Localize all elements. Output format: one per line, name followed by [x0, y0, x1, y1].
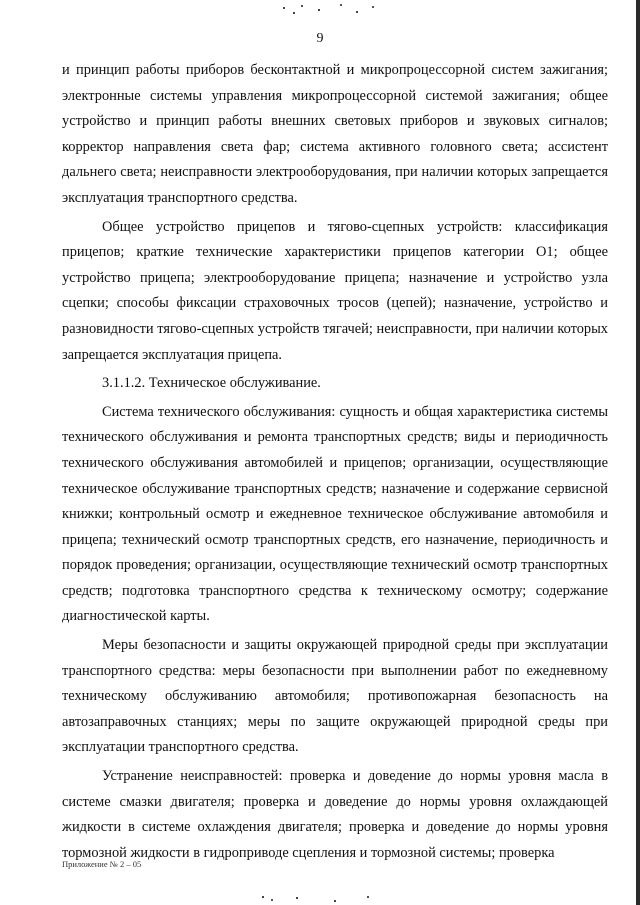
scan-dot [334, 900, 336, 902]
scan-dot [293, 12, 295, 14]
scan-dot [318, 9, 320, 11]
paragraph-safety-measures: Меры безопасности и защиты окружающей природной среды при эксплуатации транспортного средства: меры безопасности при выполнении работ по ежедневному техническому обслуживанию автомобиля; противопожарная безопасность на автозаправочных станциях; меры по защите окружающей природной среды при эксплуатации транспортного средства. [62, 637, 608, 756]
paragraph-ignition-electrics: и принцип работы приборов бесконтактной и микропроцессорной систем зажигания; электронные системы управления микропроцессорной системой зажигания; общее устройство и принцип работы внешних световых приборов и звуковых сигналов; корректор направления света фар; система активного головного света; ассистент дальнего света; неисправности электрооборудования, при наличии которых запрещается эксплуатация транспортного средства. [62, 62, 608, 206]
scan-dot [367, 896, 369, 898]
scan-dot [356, 11, 358, 13]
scan-edge [636, 0, 640, 905]
scan-dot [296, 897, 298, 899]
scan-dot [271, 899, 273, 901]
paragraph-maintenance-system: Система технического обслуживания: сущность и общая характеристика системы технического обслуживания и ремонта транспортных средств; виды и периодичность технического обслуживания автомобилей и прицепов; организации, осуществляющие техническое обслуживание транспортных средств; назначение и содержание сервисной книжки; контрольный осмотр и ежедневное техническое обслуживание автомобиля и прицепа; технический осмотр транспортных средств, его назначение, периодичность и порядок проведения; организации, осуществляющие технический осмотр транспортных средств; подготовка транспортного средства к техническому осмотру; содержание диагностической карты. [62, 403, 608, 625]
scan-dot [340, 4, 342, 6]
document-body [62, 58, 608, 866]
footer-appendix-note: Приложение № 2 – 05 [62, 859, 142, 869]
scan-dot [372, 6, 374, 8]
paragraph-troubleshooting: Устранение неисправностей: проверка и доведение до нормы уровня масла в системе смазки двигателя; проверка и доведение до нормы уровня охлаждающей жидкости в системе охлаждения двигателя; проверка и доведение до нормы уровня тормозной жидкости в гидроприводе сцепления и тормозной системы; проверка [62, 768, 608, 861]
scan-dot [301, 5, 303, 7]
section-heading-maintenance: 3.1.1.2. Техническое обслуживание. [102, 375, 321, 392]
scan-dot [283, 7, 285, 9]
paragraph-trailers: Общее устройство прицепов и тягово-сцепных устройств: классификация прицепов; краткие технические характеристики прицепов категории О1; общее устройство прицепа; электрооборудование прицепа; назначение и устройство узла сцепки; способы фиксации страховочных тросов (цепей); назначение, устройство и разновидности тягово-сцепных устройств тягачей; неисправности, при наличии которых запрещается эксплуатация прицепа. [62, 218, 608, 363]
scan-dot [262, 896, 264, 898]
page-number: 9 [316, 31, 324, 46]
